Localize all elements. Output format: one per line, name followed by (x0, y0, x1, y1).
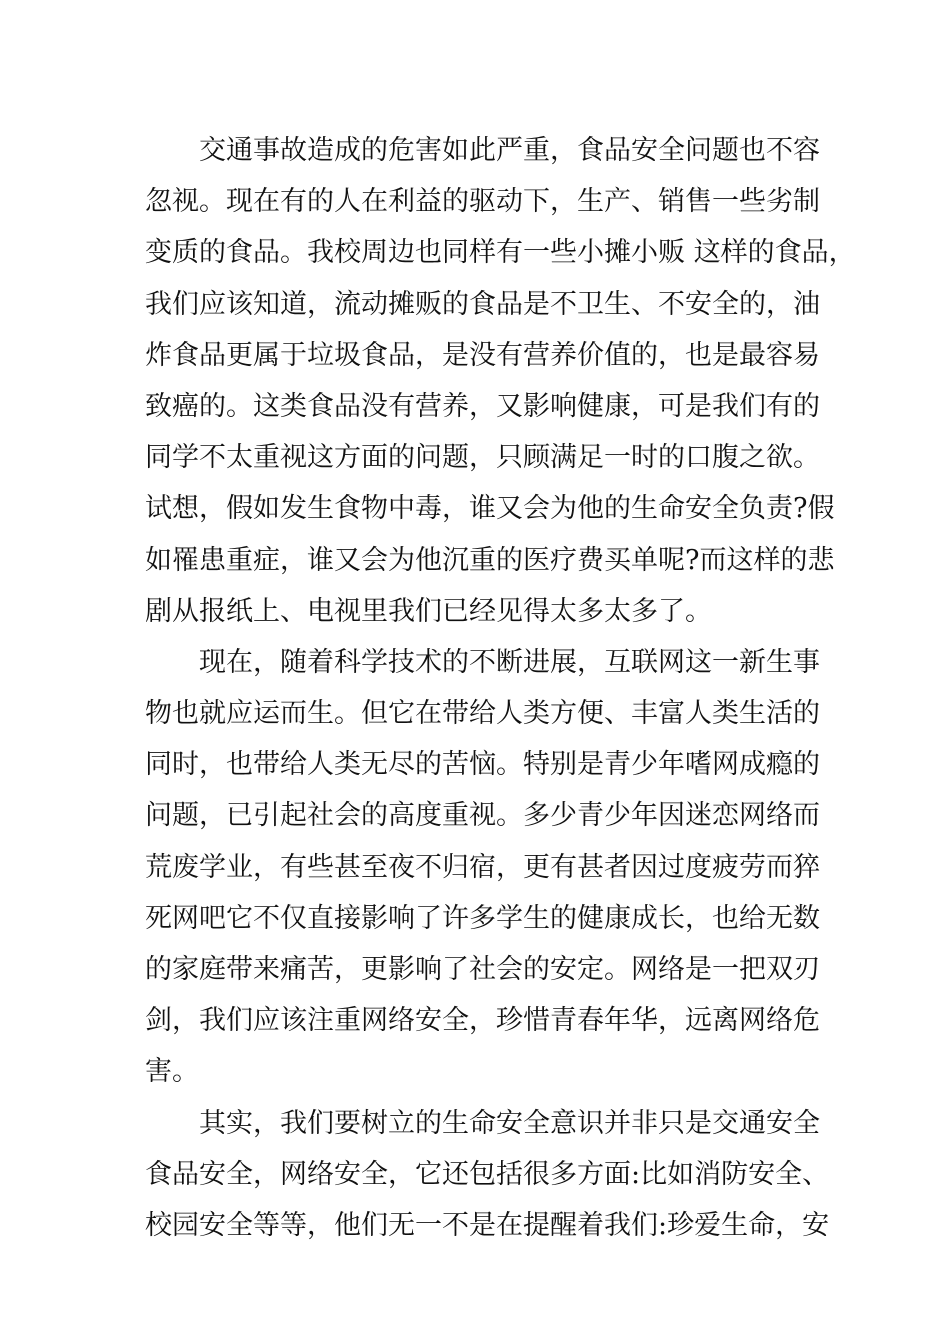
text-line: 我们应该知道，流动摊贩的食品是不卫生、不安全的，油 (145, 288, 820, 320)
paragraph-internet-safety (145, 637, 825, 1098)
text-line: 问题，已引起社会的高度重视。多少青少年因迷恋网络而 (145, 800, 820, 832)
text-line: 忽视。现在有的人在利益的驱动下，生产、销售一些劣制 (145, 186, 820, 218)
text-line: 剧从报纸上、电视里我们已经见得太多太多了。 (145, 595, 712, 627)
text-line: 害。 (145, 1056, 199, 1088)
text-line: 的家庭带来痛苦，更影响了社会的安定。网络是一把双刃 (145, 954, 820, 985)
text-line: 荒废学业，有些甚至夜不归宿，更有甚者因过度疲劳而猝 (145, 851, 820, 883)
text-line: 物也就应运而生。但它在带给人类方便、丰富人类生活的 (145, 698, 820, 730)
text-line: 同学不太重视这方面的问题，只顾满足一时的口腹之欲。 (145, 442, 820, 474)
text-line: 如罹患重症，谁又会为他沉重的医疗费买单呢?而这样的悲 (145, 544, 835, 576)
text-line: 试想，假如发生食物中毒，谁又会为他的生命安全负责?假 (145, 493, 835, 525)
text-line: 死网吧它不仅直接影响了许多学生的健康成长，也给无数 (145, 902, 820, 934)
text-line: 同时，也带给人类无尽的苦恼。特别是青少年嗜网成瘾的 (145, 749, 820, 781)
document-body (145, 125, 856, 1251)
text-line: 食品安全，网络安全，它还包括很多方面:比如消防安全、 (145, 1158, 830, 1190)
text-line: 其实，我们要树立的生命安全意识并非只是交通安全 (199, 1107, 820, 1139)
paragraph-food-safety (145, 125, 856, 637)
text-line: 现在，随着科学技术的不断进展，互联网这一新生事 (199, 646, 820, 678)
text-line: 变质的食品。我校周边也同样有一些小摊小贩 这样的食品， (145, 237, 856, 269)
text-line: 校园安全等等，他们无一不是在提醒着我们:珍爱生命，安 (145, 1209, 830, 1241)
paragraph-safety-awareness (145, 1098, 830, 1252)
text-line: 致癌的。这类食品没有营养，又影响健康，可是我们有的 (145, 390, 820, 422)
text-line: 交通事故造成的危害如此严重，食品安全问题也不容 (199, 135, 820, 166)
text-line: 炸食品更属于垃圾食品，是没有营养价值的，也是最容易 (145, 339, 820, 371)
text-line: 剑，我们应该注重网络安全，珍惜青春年华，远离网络危 (145, 1005, 820, 1037)
